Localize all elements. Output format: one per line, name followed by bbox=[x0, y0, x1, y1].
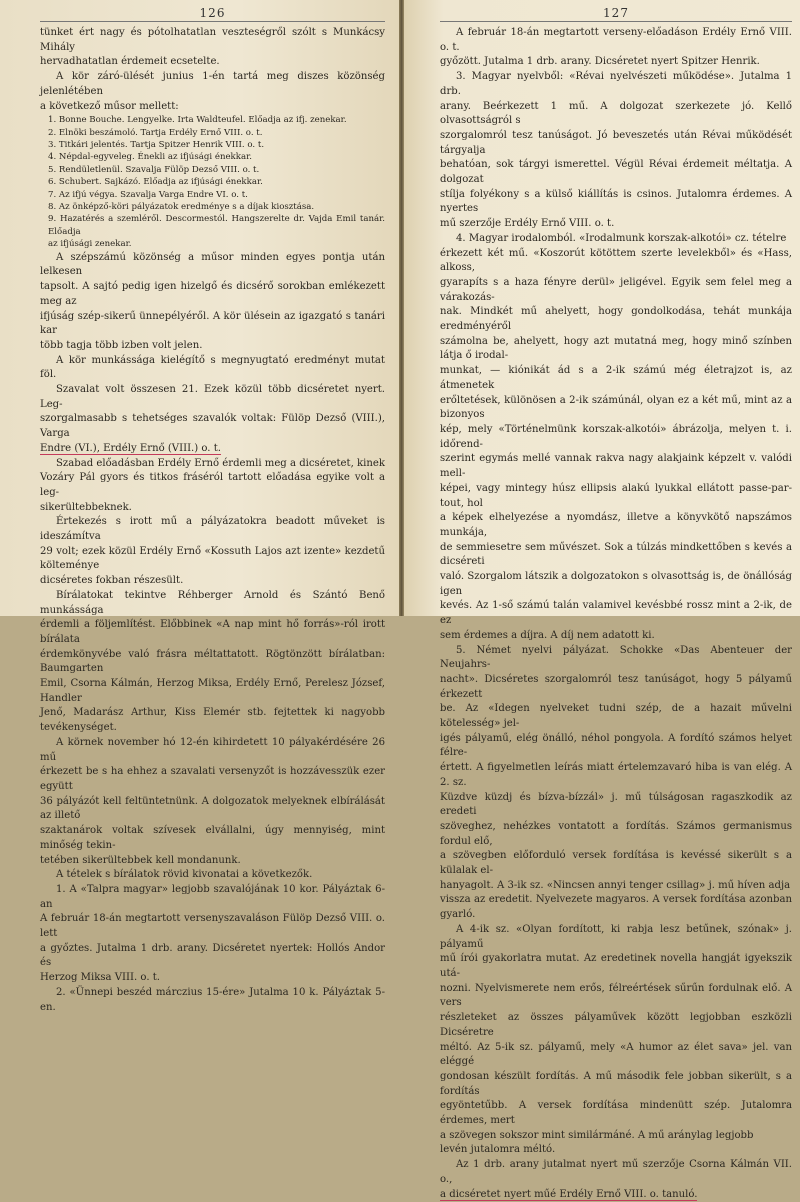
right-page bbox=[404, 0, 800, 1200]
text-line: szaktanárok voltak szívesek elvállalni, úgy mennyiség, mint minőség tekin- bbox=[40, 825, 385, 851]
text-line: Értekezés s irott mű a pályázatokra beadott műveket is ideszámítva bbox=[40, 516, 385, 543]
page-number-right: 127 bbox=[440, 6, 792, 22]
text-line: ifjúság szép-sikerű ünnepélyéről. A kör ülésein az igazgató s tanári kar bbox=[40, 310, 385, 337]
text-line: Jenő, Madarász Arthur, Kiss Elemér stb. fejtettek ki nagyobb tevékenységet. bbox=[40, 707, 385, 734]
text-line: Szavalat volt összesen 21. Ezek közül több dicséretet nyert. Leg- bbox=[40, 384, 385, 410]
program-item: 2. Elnöki beszámoló. Tartja Erdély Ernő VIII. o. t. bbox=[48, 127, 263, 138]
program-item: 8. Az önképző-köri pályázatok eredménye s a díjak kiosztása. bbox=[48, 202, 315, 213]
program-item: 9. Hazatérés a szemléről. Descormestól. Hangszerelte dr. Vajda Emil tanár. Előadja bbox=[48, 214, 385, 237]
text-line: nacht». Dicséretes szorgalomról tesz tanúságot, hogy 5 pályamű érkezett bbox=[440, 673, 792, 700]
text-line: részleteket az összes pályaművek között legjobban eszközli Dicséretre bbox=[440, 1012, 792, 1038]
text-line: A szépszámú közönség a műsor minden egyes pontja után lelkesen bbox=[40, 251, 385, 278]
text-line: hanyagolt. A 3-ik sz. «Nincsen annyi tenger csillag» j. mű híven adja bbox=[440, 879, 791, 891]
text-line: 36 pályázót kell feltüntetnünk. A dolgozatok melyeknek elbírálását az illető bbox=[40, 795, 385, 822]
text-line: vissza az eredetit. Nyelvezete magyaros. A versek fordítása azonban gyarló. bbox=[440, 894, 792, 921]
underlined-text: Endre (VI.), Erdély Ernő (VIII.) o. t. bbox=[40, 442, 221, 454]
text-line: szorgalmasabb s tehetséges szavalók voltak: Fülöp Dezső (VIII.), Varga bbox=[40, 413, 385, 440]
page-number-left: 126 bbox=[40, 6, 385, 22]
text-line: levén jutalomra méltó. bbox=[440, 1144, 556, 1156]
text-line: 3. Magyar nyelvből: «Révai nyelvészeti működése». Jutalma 1 drb. bbox=[440, 71, 792, 97]
text-line: Küzdve küzdj és bízva-bízzál» j. mű túlságosan ragaszkodik az eredeti bbox=[440, 791, 792, 818]
text-line: A kör záró-ülését junius 1-én tartá meg diszes közönség jelenlétében bbox=[40, 71, 385, 97]
text-line: Vozáry Pál gyors és titkos fráséról tartott előadása egyike volt a leg- bbox=[40, 472, 385, 498]
text-line: A kör munkássága kielégítő s megnyugtató eredményt mutat föl. bbox=[40, 354, 385, 381]
text-line highlighted-line bbox=[40, 442, 385, 457]
text-line: Herzog Miksa VIII. o. t. bbox=[40, 972, 161, 984]
text-line: több tagja több izben volt jelen. bbox=[40, 339, 203, 351]
text-line: be. Az «Idegen nyelveket tudni szép, de a hazait művelni kötelesség» jel- bbox=[440, 703, 792, 730]
text-line: való. Szorgalom látszik a dolgozatokon s olvasottság is, de önállóság igen bbox=[440, 571, 792, 597]
text-line: képei, vagy mintegy húsz ellipsis alakú lyukkal ellátott passe-par-tout, hol bbox=[440, 482, 792, 509]
program-item: az ifjúsági zenekar. bbox=[48, 239, 132, 250]
text-line: kép, mely «Történelmünk korszak-alkotói» ábrázolja, melyen t. i. időrend- bbox=[440, 423, 792, 450]
text-line: mű írói gyakorlatra mutat. Az eredetinek novella hangját igyekszik utá- bbox=[440, 953, 792, 979]
text-line: A 4-ik sz. «Olyan fordított, ki rabja lesz betűnek, szónak» j. pályamű bbox=[440, 923, 792, 950]
text-line: de semmiesetre sem művészet. Sok a túlzás mindkettőben s kevés a dicséreti bbox=[440, 541, 792, 568]
text-line: 4. Magyar irodalomból. «Irodalmunk korszak-alkotói» cz. tételre bbox=[456, 232, 787, 244]
text-line: erőltetések, különösen a 2-ik számúnál, olyan ez a két mű, mint az a bizonyos bbox=[440, 394, 792, 421]
program-item: 7. Az ifjú végya. Szavalja Varga Endre VI. o. t. bbox=[48, 189, 248, 200]
right-page-text bbox=[440, 26, 792, 1202]
text-line: 5. Német nyelvi pályázat. Schokke «Das Abenteuer der Neujahrs- bbox=[440, 644, 792, 671]
text-line: a következő műsor mellett: bbox=[40, 100, 179, 112]
text-line: a szövegen sokszor mint similármáné. A mű aránylag legjobb bbox=[440, 1129, 754, 1141]
text-line: A körnek november hó 12-én kihirdetett 10 pályakérdésére 26 mű bbox=[40, 736, 385, 763]
text-line: méltó. Az 5-ik sz. pályamű, mely «A humor az élet sava» jel. van eléggé bbox=[440, 1041, 792, 1068]
text-line: gyarapíts s a haza fényre derül» jeligével. Egyik sem felel meg a várakozás- bbox=[440, 276, 792, 303]
text-line: egyöntetűbb. A versek fordítása mindenütt szép. Jutalomra érdemes, mert bbox=[440, 1100, 792, 1127]
text-line: érkezett be s ha ehhez a szavalati versenyzőt is hozzávesszük ezer együtt bbox=[40, 766, 385, 792]
text-line: szerint egymás mellé vannak rakva nagy alakjaink képzelt v. valódi mell- bbox=[440, 453, 792, 480]
text-line: hervadhatatlan érdemeit ecsetelte. bbox=[40, 56, 220, 68]
text-line: érkezett két mű. «Koszorút kötöttem szerte levelekből» és «Hass, alkoss, bbox=[440, 247, 792, 274]
program-list bbox=[40, 114, 385, 250]
text-line: arany. Beérkezett 1 mű. A dolgozat szerkezete jó. Kellő olvasottságról s bbox=[440, 100, 792, 127]
text-line: a képek elhelyezése a nyomdász, illetve a könyvkötő napszámos munkája, bbox=[440, 512, 792, 538]
text-line: munkat, — kiónikát ád s a 2-ik számú még életrajzot is, az átmenetek bbox=[440, 365, 792, 391]
text-line: a győztes. Jutalma 1 drb. arany. Dicséretet nyertek: Hollós Andor és bbox=[40, 942, 385, 969]
text-line: nak. Mindkét mű ahelyett, hogy gondolkodása, tehát munkája eredményéről bbox=[440, 306, 792, 333]
text-line: 2. «Ünnepi beszéd márczius 15-ére» Jutalma 10 k. Pályáztak 5-en. bbox=[40, 986, 385, 1013]
left-page-text bbox=[40, 26, 385, 1015]
text-line: tünket ért nagy és pótolhatatlan veszteségről szólt s Munkácsy Mihály bbox=[40, 27, 385, 53]
program-item: 6. Schubert. Sajkázó. Előadja az ifjúsági énekkar. bbox=[48, 177, 263, 188]
underlined-text: a dicséretet nyert műé Erdély Ernő VIII. o. tanuló. bbox=[440, 1188, 698, 1200]
text-line: Szabad előadásban Erdély Ernő érdemli meg a dicséretet, kinek bbox=[56, 457, 385, 469]
text-line: A február 18-án megtartott versenyszavaláson Fülöp Dezső VIII. o. lett bbox=[40, 913, 385, 940]
text-line: behatóan, sok tárgyi ismerettel. Végül Révai érdemeit méltatja. A dolgozat bbox=[440, 159, 792, 186]
text-line: A tételek s bírálatok rövid kivonatai a következők. bbox=[56, 869, 313, 881]
program-item: 3. Titkári jelentés. Tartja Spitzer Henrik VIII. o. t. bbox=[48, 140, 265, 151]
text-line: gondosan készült fordítás. A mű második fele jobban sikerült, s a fordítás bbox=[440, 1070, 792, 1097]
text-line: számolna be, ahelyett, hogy azt mutatná meg, hogy minő színben látja ő irodal- bbox=[440, 335, 792, 362]
program-item: 1. Bonne Bouche. Lengyelke. Irta Waldteufel. Előadja az ifj. zenekar. bbox=[48, 115, 347, 126]
text-line: a szövegben előforduló versek fordítása is kevéssé sikerült s a külalak el- bbox=[440, 850, 792, 877]
text-line: stílja folyékony s a külső kiállítás is csinos. Jutalomra érdemes. A nyertes bbox=[440, 188, 792, 215]
text-line: 29 volt; ezek közül Erdély Ernő «Kossuth Lajos azt izente» kezdetű költeménye bbox=[40, 545, 385, 572]
text-line: dicséretes fokban részesült. bbox=[40, 575, 184, 587]
program-item: 5. Rendületlenül. Szavalja Fülöp Dezső VIII. o. t. bbox=[48, 164, 260, 175]
text-line: szöveghez, nehézkes vontatott a fordítás. Számos germanismus fordul elő, bbox=[440, 820, 792, 847]
text-line: A február 18-án megtartott verseny-előadáson Erdély Ernő VIII. o. t. bbox=[440, 27, 792, 53]
text-line: Bírálatokat tekintve Réhberger Arnold és Szántó Benő munkássága bbox=[40, 589, 385, 616]
text-line: nozni. Nyelvismerete nem erős, félreértések sűrűn fordulnak elő. A vers bbox=[440, 982, 792, 1009]
text-line highlighted-line bbox=[440, 1188, 792, 1202]
text-line: győzött. Jutalma 1 drb. arany. Dicséretet nyert Spitzer Henrik. bbox=[440, 56, 760, 68]
text-line: mű szerzője Erdély Ernő VIII. o. t. bbox=[440, 218, 615, 230]
text-line: kevés. Az 1-ső számú talán valamivel kevésbbé rossz mint a 2-ik, de ez bbox=[440, 600, 792, 627]
left-page bbox=[0, 0, 399, 1013]
text-line: sikerültebbeknek. bbox=[40, 501, 132, 513]
text-line: tetében sikerültebbek kell mondanunk. bbox=[40, 854, 241, 866]
program-item: 4. Népdal-egyveleg. Énekli az ifjúsági énekkar. bbox=[48, 152, 252, 163]
text-line: 1. A «Talpra magyar» legjobb szavalójának 10 kor. Pályáztak 6-an bbox=[40, 883, 385, 910]
text-line: tapsolt. A sajtó pedig igen hizelgő és dicsérő sorokban emlékezett meg az bbox=[40, 281, 385, 307]
text-line: Emil, Csorna Kálmán, Herzog Miksa, Erdély Ernő, Perelesz József, Handler bbox=[40, 678, 385, 704]
text-line: érdemkönyvébe való frásra méltattatott. Rögtönzött bírálatban: Baumgarten bbox=[40, 648, 385, 675]
text-line: igés pályamű, elég önálló, néhol pongyola. A fordító számos helyet félre- bbox=[440, 732, 792, 759]
text-line: sem érdemes a díjra. A díj nem adatott ki. bbox=[440, 629, 655, 641]
text-line: Az 1 drb. arany jutalmat nyert mű szerzője Csorna Kálmán VII. o., bbox=[440, 1159, 792, 1185]
text-line: érdemli a följemlítést. Előbbinek «A nap mint hő forrás»-ról irott bírálata bbox=[40, 619, 385, 645]
text-line: szorgalomról tesz tanúságot. Jó beveszetés után Révai működését tárgyalja bbox=[440, 129, 792, 156]
text-line: értett. A figyelmetlen leírás miatt értelemzavaró hiba is van elég. A 2. sz. bbox=[440, 762, 792, 788]
